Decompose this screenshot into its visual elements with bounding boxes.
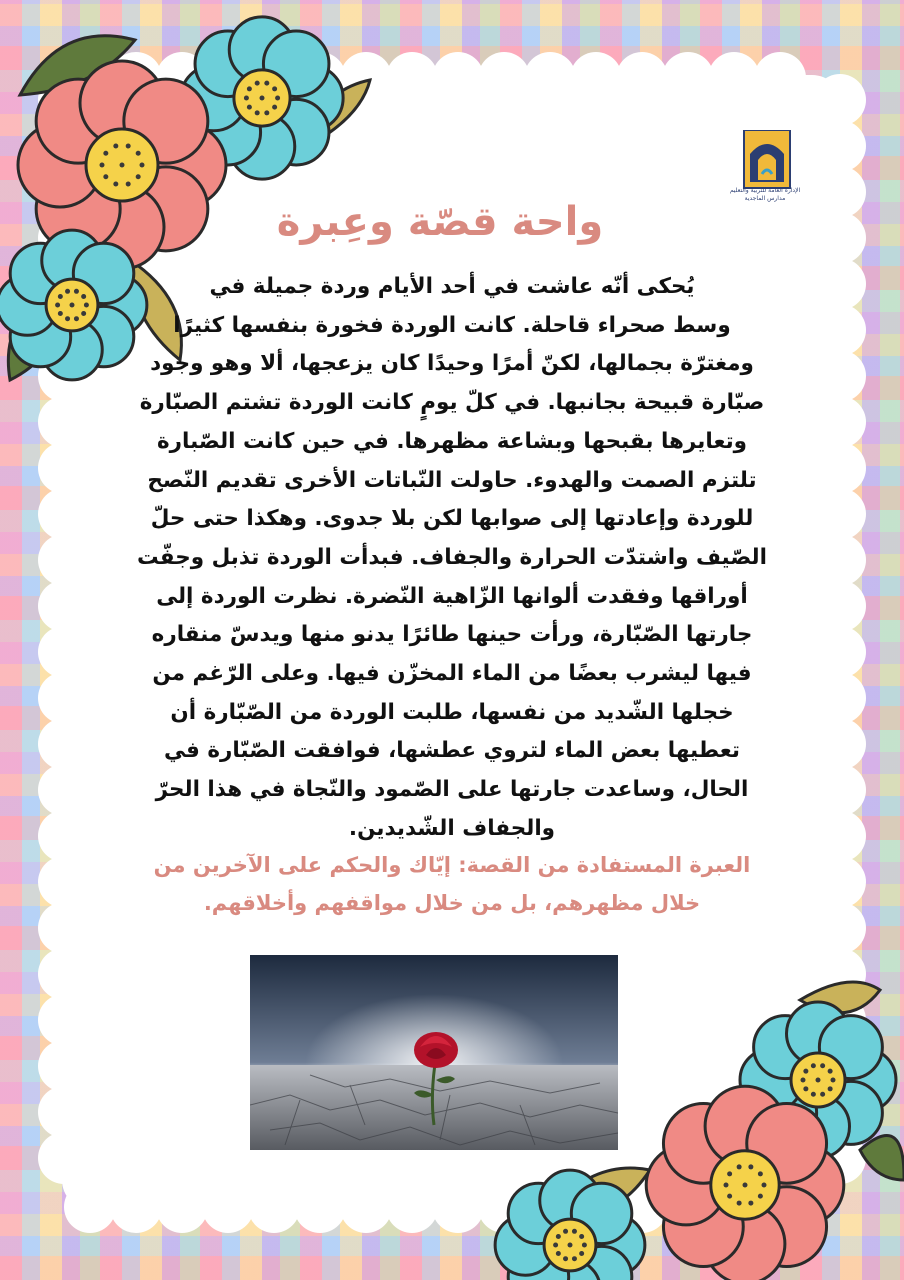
story-line: خجلها الشّديد من نفسها، طلبت الوردة من الصّبّارة أن [170, 699, 734, 725]
story-line: تعطيها بعض الماء لتروي عطشها، فوافقت الصّبّارة في [164, 738, 740, 764]
story-line: والجفاف الشّديدين. [348, 815, 556, 841]
story-line: يُحكى أنّه عاشت في أحد الأيام وردة جميلة في [209, 274, 695, 299]
lesson-line: خلال مظهرهم، بل من خلال مواقفهم وأخلاقهم. [203, 891, 701, 915]
story-lesson [80, 846, 824, 922]
story-line: وتعايرها بقبحها وبشاعة مظهرها. في حين كانت الصّبارة [156, 428, 748, 454]
story-line: الصّيف واشتدّت الحرارة والجفاف. فبدأت الوردة تذبل وجفّت [137, 544, 767, 570]
story-line: جارتها الصّبّارة، ورأت حينها طائرًا يدنو منها ويدسّ منقاره [151, 622, 753, 648]
story-line: صبّارة قبيحة بجانبها. في كلّ يومٍ كانت الوردة تشتم الصبّارة [139, 390, 765, 416]
story-line: للوردة وإعادتها إلى صوابها لكن بلا جدوى. وهكذا حتى حلّ [150, 506, 754, 532]
story-line: وسط صحراء قاحلة. كانت الوردة فخورة بنفسها كثيرًا [173, 312, 731, 338]
story-line: الحال، وساعدت جارتها على الصّمود والنّجاة في هذا الحرّ [155, 777, 749, 803]
red-rose-in-desert-image [250, 955, 618, 1150]
story-line: ومغترّة بجمالها، لكنّ أمرًا وحيدًا كان يزعجها، ألا وهو وجود [150, 351, 754, 377]
lesson-line: العبرة المستفادة من القصة: إيّاك والحكم على الآخرين من [153, 853, 751, 877]
pink-flower-icon [646, 1086, 844, 1280]
page-title: واحة قصّة وعِبرة [276, 199, 604, 245]
story-line: تلتزم الصمت والهدوء. حاولت النّباتات الأخرى تقديم النّصح [147, 467, 757, 493]
story-line: أوراقها وفقدت ألوانها الزّاهية النّضرة. نظرت الوردة إلى [156, 583, 748, 609]
story-line: فيها ليشرب بعضًا من الماء المخزّن فيها. وعلى الرّغم من [152, 661, 752, 687]
logo-caption: الإدارة العامة للتربية والتعليم مدارس الماجدية [729, 187, 801, 202]
story-text [80, 268, 824, 849]
